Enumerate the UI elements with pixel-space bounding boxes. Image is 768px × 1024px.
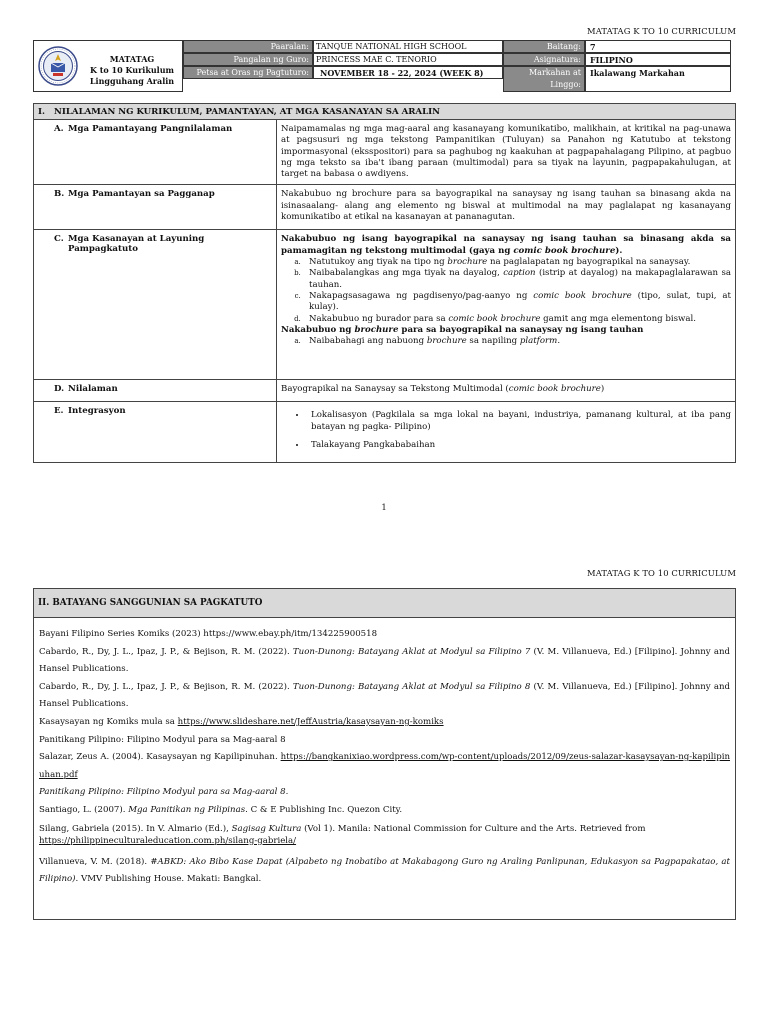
row-c-lead-1	[281, 234, 731, 257]
ref-text: Cabardo, R., Dy, J. L., Ipaz, J. P., & Bejison, R. M. (2022).	[39, 646, 293, 657]
markahan-value: Ikalawang Markahan	[585, 66, 731, 92]
row-b-text: Nakabubuo ng brochure para sa bayograpikal na sanaysay ng isang tauhan sa binasang akda na isinasaalang- alang ang elemento ng biswal at multimodal na may paglalapat ng kasanayang komunikatibo at etikal na kasanayan at pananagutan.	[277, 185, 736, 230]
baitang-value: 7	[585, 40, 731, 53]
paaralan-label: Paaralan:	[183, 40, 313, 53]
reference-item	[39, 679, 730, 714]
row-a-label	[34, 120, 277, 185]
ref-text: . VMV Publishing House. Makati: Bangkal.	[75, 874, 262, 885]
reference-link[interactable]: https://www.slideshare.net/JeffAustria/kasaysayan-ng-komiks	[177, 716, 444, 727]
row-c-letter: C.	[54, 234, 64, 245]
reference-item	[39, 714, 730, 732]
petsa-label: Petsa at Oras ng Pagtuturo:	[183, 66, 313, 79]
references-title: II. BATAYANG SANGGUNIAN SA PAGKATUTO	[34, 589, 736, 618]
reference-item: Panitikang Pilipino: Filipino Modyul para sa Mag-aaral 8	[39, 734, 286, 745]
item-c-end: (tipo, sulat, tupi, at kulay).	[309, 290, 731, 313]
item-e-end: .	[557, 336, 561, 347]
skills-list-2	[281, 336, 731, 347]
guro-value: PRINCESS MAE C. TENORIO	[313, 53, 503, 66]
list-item	[303, 291, 731, 314]
ref-text: Salazar, Zeus A. (2004). Kasaysayan ng Kapilipinuhan.	[39, 752, 281, 763]
petsa-value: NOVEMBER 18 - 22, 2024 (WEEK 8)	[313, 66, 503, 79]
section-title: I. NILALAMAN NG KURIKULUM, PAMANTAYAN, AT MGA KASANAYAN SA ARALIN	[34, 104, 736, 120]
asignatura-label: Asignatura:	[503, 53, 585, 66]
row-c-label-line-1: Mga Kasanayan at Layuning	[68, 234, 205, 245]
lesson-header	[33, 40, 731, 92]
ref-italic: Tuon-Dunong: Batayang Aklat at Modyul sa Filipino 8	[292, 681, 531, 692]
references-body	[34, 618, 736, 920]
curriculum-table	[33, 103, 736, 463]
list-item	[303, 336, 731, 347]
list-item: • Lokalisasyon (Pagkilala sa mga lokal na bayani, industriya, pamanang kultural, at iba pang batayan ng pagka- Pilipino)	[307, 410, 731, 433]
reference-item	[39, 854, 730, 889]
reference-item	[39, 784, 730, 802]
ref-italic: Tuon-Dunong: Batayang Aklat at Modyul sa Filipino 7	[292, 646, 531, 657]
row-b-label-text: Mga Pamantayan sa Pagganap	[68, 189, 215, 200]
reference-item	[39, 823, 730, 847]
page-number: 1	[381, 502, 387, 512]
item-d-italic: comic book brochure	[448, 313, 541, 324]
item-a-italic: brochure	[447, 257, 488, 268]
d-text-end: )	[600, 384, 605, 395]
row-a-label-text: Mga Pamantayang Pangnilalaman	[68, 124, 233, 134]
title-line-3: Lingguhang Aralin	[89, 76, 175, 86]
row-a-text: Naipamamalas ng mga mag-aaral ang kasanayang komunikatibo, malikhain, at kritikal na pag-unawa at pagsusuri ng mga tekstong Pampanitikan (Tuluyan) sa Panahon ng Katutubo at tekstong impormasyonal (eksspositori) para sa paghubog ng kaakuhan at pagpapahalagang Pilipino, at pagbuo ng mga teksto sa iba't ibang paraan (multimodal) para sa tiyak na layunin, pagpapakahulugan, at target na babasa o awdiyens.	[277, 120, 736, 185]
reference-link[interactable]: https://philippineculturaleducation.com.ph/silang-gabriela/	[39, 835, 297, 846]
references-table	[33, 588, 736, 920]
lead-1-end: ).	[615, 245, 623, 256]
ref-text: Silang, Gabriela (2015). In V. Almario (Ed.),	[39, 823, 232, 834]
ref-italic: #ABKD: Ako Bibo Kase Dapat (Alpabeto ng Inobatibo at Makabagong Guro ng Araling Panlipunan, Edukasyon sa Pagpapakatao, at Filipino)	[39, 856, 730, 885]
reference-item	[39, 749, 730, 784]
ref-italic: Panitikang Pilipino: Filipino Modyul para sa Mag-aaral 8.	[39, 787, 289, 798]
row-d-text	[277, 380, 736, 402]
row-c-text	[277, 230, 736, 380]
ref-italic: Sagisag Kultura	[231, 823, 302, 834]
title-line-2: K to 10 Kurikulum	[90, 65, 174, 75]
item-b-text: Naibabalangkas ang mga tiyak na dayalog,	[309, 268, 504, 279]
markahan-label-line-1: Markahan at	[528, 68, 581, 77]
markahan-label-line-2: Linggo:	[550, 80, 581, 89]
row-d-label-text: Nilalaman	[68, 384, 118, 395]
row-d-letter: D.	[54, 384, 65, 395]
deped-seal-icon	[38, 46, 78, 86]
reference-item	[39, 802, 730, 820]
item-d-end: gamit ang mga elementong biswal.	[540, 313, 696, 324]
item-c-italic: comic book brochure	[533, 290, 632, 301]
item-e-italic: brochure	[426, 336, 467, 347]
ref-text: (V. M. Villanueva, Ed.) [Filipino]. Johnny and Hansel Publications.	[39, 681, 730, 710]
lesson-plan-title	[80, 54, 184, 87]
reference-item: Bayani Filipino Series Komiks (2023) https://www.ebay.ph/itm/134225900518	[39, 629, 378, 639]
paaralan-value: TANQUE NATIONAL HIGH SCHOOL	[313, 40, 503, 53]
lead-2-end: para sa bayograpikal na sanaysay ng isang tauhan	[398, 324, 644, 335]
reference-item	[39, 644, 730, 679]
item-d-text: Nakabubuo ng burador para sa	[309, 313, 449, 324]
reference-link[interactable]: https://bangkanixiao.wordpress.com/wp-content/uploads/2012/09/zeus-salazar-kasaysayan-ng-kapilipinuhan.pdf	[39, 752, 730, 780]
item-e-mid: sa napiling	[466, 336, 520, 347]
item-c-text: Nakapagsasagawa ng pagdisenyo/pag-aanyo ng	[309, 290, 534, 301]
title-line-1: MATATAG	[109, 54, 155, 64]
row-c-label	[34, 230, 277, 380]
lead-1-text: Nakabubuo ng isang bayograpikal na sanaysay ng isang tauhan sa binasang akda sa pamamagitan ng tekstong multimodal (gaya ng	[281, 234, 731, 256]
item-a-end: na paglalapatan ng bayograpikal na sanaysay.	[487, 257, 691, 268]
logo-box	[33, 40, 183, 92]
ref-text: . C & E Publishing Inc. Quezon City.	[245, 804, 403, 815]
row-e-label	[34, 402, 277, 463]
ref-text: Kasaysayan ng Komiks mula sa	[39, 716, 178, 727]
row-d-label	[34, 380, 277, 402]
lead-2-text: Nakabubuo ng	[281, 324, 355, 335]
row-a-letter: A.	[54, 124, 64, 134]
skills-list-1	[281, 257, 731, 325]
item-e-text: Naibabahagi ang nabuong	[309, 336, 427, 347]
integration-list	[281, 410, 731, 451]
ref-text: (Vol 1). Manila: National Commission for Culture and the Arts. Retrieved from	[301, 823, 646, 834]
curriculum-label: MATATAG K TO 10 CURRICULUM	[587, 26, 736, 36]
ref-text: Villanueva, V. M. (2018).	[39, 856, 151, 867]
list-item	[303, 268, 731, 291]
curriculum-label-page-2: MATATAG K TO 10 CURRICULUM	[587, 568, 736, 578]
row-c-label-line-2: Pampagkatuto	[68, 244, 138, 255]
row-b-label	[34, 185, 277, 230]
ref-italic: Mga Panitikan ng Pilipinas	[128, 804, 246, 815]
ref-text: Santiago, L. (2007).	[39, 804, 129, 815]
d-text: Bayograpikal na Sanaysay sa Tekstong Multimodal (	[281, 384, 509, 395]
baitang-label: Baitang:	[503, 40, 585, 53]
row-e-label-text: Integrasyon	[68, 406, 126, 417]
ref-text: (V. M. Villanueva, Ed.) [Filipino]. Johnny and Hansel Publications.	[39, 646, 730, 675]
item-a-text: Natutukoy ang tiyak na tipo ng	[309, 257, 448, 268]
row-c-lead-2	[281, 325, 731, 336]
row-e-letter: E.	[54, 406, 64, 417]
lead-2-italic: brochure	[354, 324, 399, 335]
item-b-end: (istrip at dayalog) na makapaglalarawan sa tauhan.	[309, 268, 731, 290]
guro-label: Pangalan ng Guro:	[183, 53, 313, 66]
d-text-italic: comic book brochure	[508, 384, 601, 395]
list-item: • Talakayang Pangkababaihan	[307, 440, 731, 451]
row-b-letter: B.	[54, 189, 65, 200]
lead-1-italic: comic book brochure	[513, 245, 616, 256]
row-e-text	[277, 402, 736, 463]
ref-text: Cabardo, R., Dy, J. L., Ipaz, J. P., & Bejison, R. M. (2022).	[39, 681, 293, 692]
asignatura-value: FILIPINO	[585, 53, 731, 66]
markahan-label	[503, 66, 585, 92]
item-e-italic-2: platform	[519, 336, 558, 347]
list-item	[303, 257, 731, 268]
item-b-italic: caption	[503, 268, 536, 279]
list-item	[303, 314, 731, 325]
